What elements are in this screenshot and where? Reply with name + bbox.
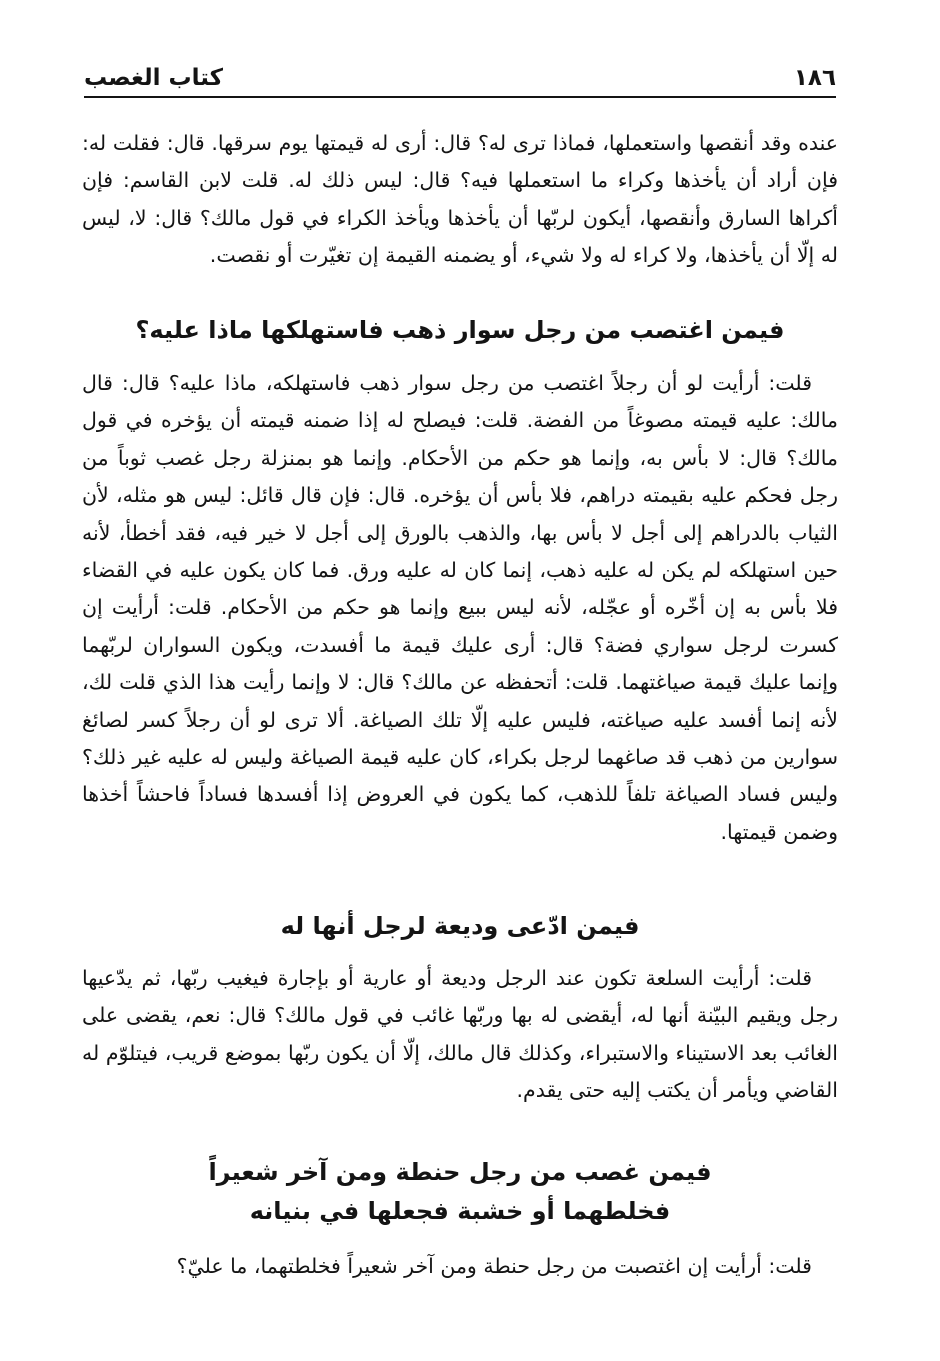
paragraph-1: عنده وقد أنقصها واستعملها، فماذا ترى له؟ قال: أرى له قيمتها يوم سرقها. قال: فقلت له: فإن أراد أن يأخذها وكراء ما استعملها فيه؟ قال: ليس ذلك له. قلت لابن القاسم: فإن أكراها السارق وأنقصها، أيكون لربّها أن يأخذها ويأخذ الكراء في قول مالك؟ قال: لا، ليس له إلّا أن يأخذها، ولا كراء له ولا شيء، أو يضمنه القيمة إن تغيّرت أو نقصت.: [82, 131, 838, 268]
paragraph-2-text: قلت: أرأيت لو أن رجلاً اغتصب من رجل سوار ذهب فاستهلكه، ماذا عليه؟ قال: قال مالك: عليه قيمته مصوغاً من الفضة. قلت: فيصلح له إذا ضمنه قيمته أن يؤخره في قول مالك؟ قال: لا بأس به، وإنما هو حكم من الأحكام. وإنما هو بمنزلة رجل غصب ثوباً من رجل فحكم عليه بقيمته دراهم، فلا بأس أن يؤخره. قال: فإن قال قائل: ليس هو مثله، لأن الثياب بالدراهم إلى أجل لا بأس بها، والذهب بالورق إلى أجل لا خير فيه، فقد أخطأ، لأنه حين استهلكه لم يكن له عليه ذهب، إنما كان له عليه ورق. فما كان يكون عليه في القضاء فلا بأس به إن أخّره أو عجّله، لأنه ليس ببيع وإنما هو حكم من الأحكام. قلت: أرأيت إن كسرت لرجل سواري فضة؟ قال: أرى عليك قيمة ما أفسدت، ويكون السواران لربّهما وإنما عليك قيمة صياغتهما. قلت: أتحفظه عن مالك؟ قال: لا وإنما رأيت هذا الذي قلت لك، لأنه إنما أفسد عليه صياغته، فليس عليه إلّا تلك الصياغة. ألا ترى لو أن رجلاً كسر لصائغ سوارين من ذهب قد صاغهما لرجل بكراء، كان عليه قيمة الصياغة وليس له عليه غير ذلك؟ وليس فساد الصياغة تلفاً للذهب، كما يكون في العروض إذا أفسدها فساداً فاحشاً أخذها وضمن قيمتها.: [82, 371, 838, 844]
section-heading-hinta-line-2: فخلطهما أو خشبة فجعلها في بنيانه: [249, 1197, 671, 1225]
running-title: كتاب الغصب: [84, 65, 224, 91]
section-heading-sawar: فيمن اغتصب من رجل سوار ذهب فاستهلكها ماذا عليه؟: [135, 316, 785, 344]
section-heading-wadia: فيمن ادّعى وديعة لرجل أنها له: [280, 912, 640, 940]
page-header: [84, 52, 836, 98]
paragraph-2: [82, 365, 838, 851]
paragraph-4: [82, 1248, 838, 1285]
page-number: ١٨٦: [793, 65, 836, 91]
paragraph-3-text: قلت: أرأيت السلعة تكون عند الرجل وديعة أو عارية أو بإجارة فيغيب ربّها، ثم يدّعيها رجل ويقيم البيّنة أنها له، أيقضى له بها وربّها غائب في قول مالك؟ قال: نعم، يقضى على الغائب بعد الاستيناء والاستبراء، وكذلك قال مالك، إلّا أن يكون ربّها بموضع قريب، فيتلوّم له القاضي ويأمر أن يكتب إليه حتى يقدم.: [82, 966, 838, 1103]
section-heading-hinta: [82, 1153, 838, 1231]
paragraph-3: [82, 960, 838, 1110]
paragraph-4-text: قلت: أرأيت إن اغتصبت من رجل حنطة ومن آخر شعيراً فخلطتهما، ما عليّ؟: [176, 1254, 812, 1278]
section-heading-hinta-line-1: فيمن غصب من رجل حنطة ومن آخر شعيراً: [208, 1158, 712, 1186]
